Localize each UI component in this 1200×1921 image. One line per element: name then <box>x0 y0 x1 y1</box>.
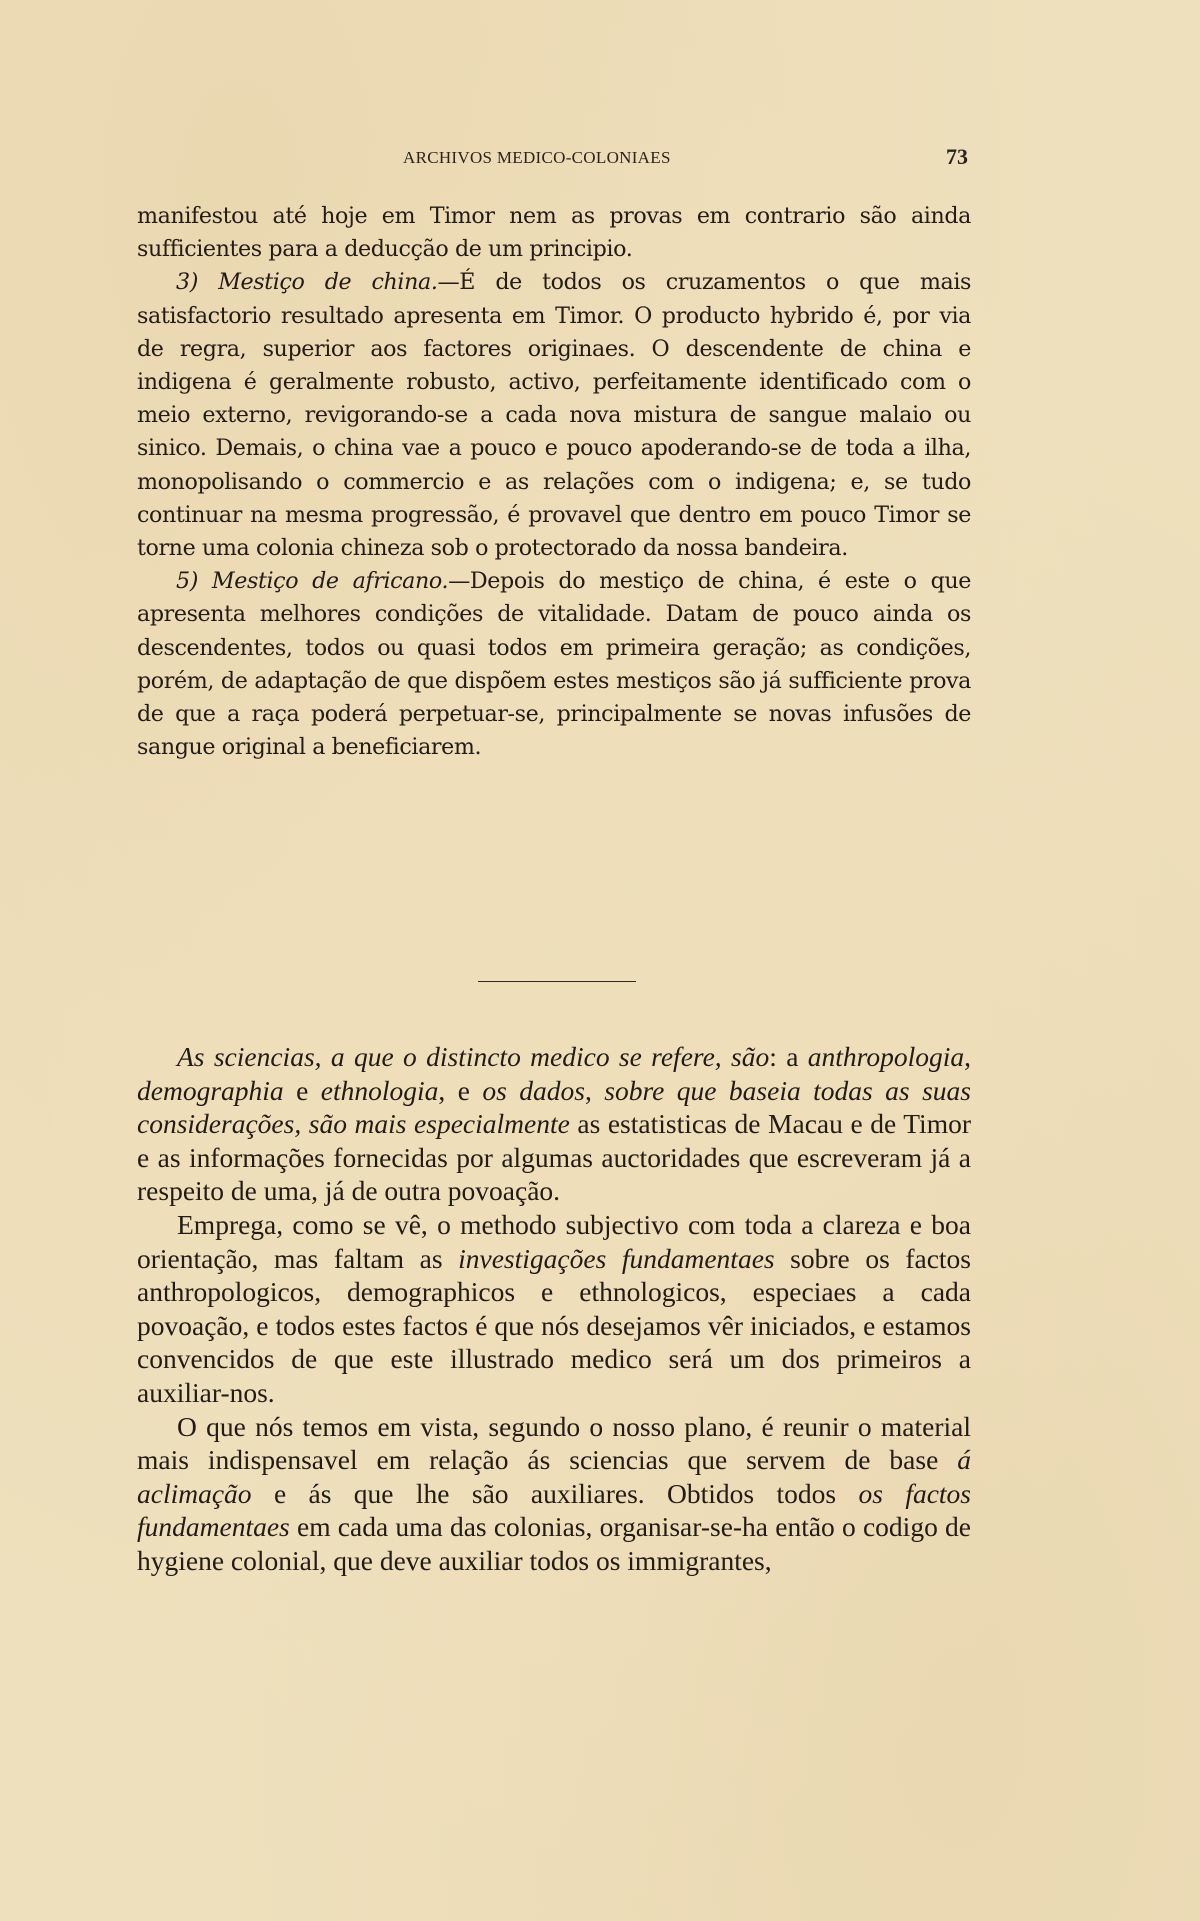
heading-mestico-china: 3) Mestiço de china. <box>176 269 438 296</box>
text: , <box>964 1041 971 1072</box>
text: e ás que lhe são auxiliares. Obtidos todos <box>251 1477 859 1509</box>
text: sobre os factos anthropologicos, demographicos e ethnologicos, especiaes a cada povoação, e todos estes factos é que nós desejamos vêr iniciados, e estamos convencidos de que este illustrado medico será um dos primeiros a auxiliar-nos. <box>137 1242 971 1408</box>
text: em cada uma das colonias, organisar-se-ha então o codigo de hygiene colonial, que deve auxiliar todos os immigrantes, <box>137 1511 971 1576</box>
text: e <box>283 1074 321 1106</box>
italic-text: demographia <box>137 1074 284 1106</box>
text: O que nós temos em vista, segundo o nosso plano, é reunir o material mais indispensavel em relação ás sciencias que servem de base <box>137 1410 971 1476</box>
paragraph-text: —Depois do mestiço de china, é este o que apresenta melhores condições de vitalidade. Datam de pouco ainda os descendentes, todos ou quasi todos em primeira geração; as condições, porém, de adaptação de que dispõem estes mestiços são já sufficiente prova de que a raça poderá perpetuar-se, principalmente se novas infusões de sangue original a beneficiarem. <box>137 568 971 761</box>
paragraph-mestico-china <box>137 266 971 565</box>
italic-text: As sciencias, a que o distincto medico se refere, são <box>177 1041 770 1072</box>
text: , <box>584 1074 605 1106</box>
italic-text: ethnologia <box>320 1074 439 1106</box>
running-title: ARCHIVOS MEDICO-COLONIAES <box>403 148 671 167</box>
paragraph-text: —É de todos os cruzamentos o que mais satisfactorio resultado apresenta em Timor. O producto hybrido é, por via de regra, superior aos factores originaes. O descendente de china e indigena é geralmente robusto, activo, perfeitamente identificado com o meio externo, revigorando-se a cada nova mistura de sangue malaio ou sinico. Demais, o china vae a pouco e pouco apoderando-se de toda a ilha, monopolisando o commercio e as relações com o indigena; e, se tudo continuar na mesma progressão, é provavel que dentro em pouco Timor se torne uma colonia chineza sob o protectorado da nossa bandeira. <box>137 269 972 562</box>
text: as estatisticas de Macau e de Timor e as informações fornecidas por algumas auctoridades que escreveram já a respeito de uma, já de outra povoação. <box>137 1108 971 1207</box>
italic-text: á aclimação <box>137 1444 971 1509</box>
paragraph-continuation: manifestou até hoje em Timor nem as provas em contrario são ainda sufficientes para a deducção de um principio. <box>137 203 971 263</box>
paragraph-mestico-africano <box>137 565 971 764</box>
section-divider <box>478 981 636 982</box>
paragraph-emprega <box>137 1208 971 1410</box>
paragraph-plano <box>137 1410 971 1578</box>
italic-text: os dados <box>482 1074 585 1106</box>
text: Emprega, como se vê, o methodo subjectivo com toda a clareza e boa orientação, mas faltam as <box>137 1208 971 1274</box>
text: : a <box>769 1041 808 1072</box>
italic-text: sobre que baseia todas as suas considerações, são mais especialmente <box>137 1074 971 1140</box>
italic-text: investigações fundamentaes <box>458 1242 775 1274</box>
section-mesticos <box>137 200 971 764</box>
text: , e <box>438 1074 483 1106</box>
heading-mestico-africano: 5) Mestiço de africano. <box>176 568 449 595</box>
italic-text: os factos fundamentaes <box>137 1477 972 1543</box>
page-number: 73 <box>946 144 968 169</box>
running-head <box>0 144 1200 178</box>
section-commentary <box>137 1040 971 1578</box>
italic-text: anthropologia <box>807 1041 965 1072</box>
paragraph-sciencias <box>137 1040 971 1208</box>
